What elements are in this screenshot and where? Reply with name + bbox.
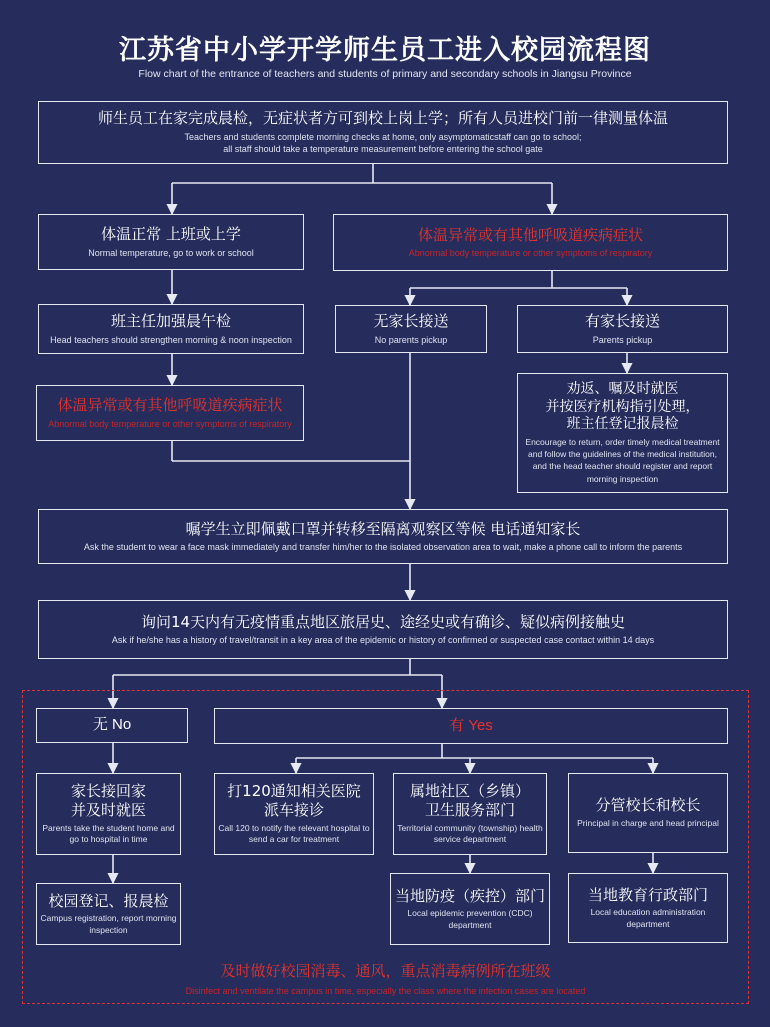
node-abnormal-1: [333, 214, 728, 271]
page-title: 江苏省中小学开学师生员工进入校园流程图: [119, 35, 651, 66]
node-normal: [38, 214, 304, 270]
node-ask-en: Ask if he/she has a history of travel/transit in a key area of the epidemic or history of confirmed or suspected case contact within 14 days: [111, 635, 655, 646]
node-head-teacher: [38, 304, 304, 354]
node-yes: [214, 708, 728, 744]
node-community-zh-1: 属地社区（乡镇）: [409, 782, 530, 801]
node-mask-en: Ask the student to wear a face mask immediately and transfer him/her to the isolated observation area to wait, make a phone call to inform the parents: [83, 542, 683, 553]
node-call120-zh-1: 打120通知相关医院: [227, 782, 361, 801]
node-no-label: 无 No: [92, 716, 132, 734]
node-principal-zh: 分管校长和校长: [595, 796, 701, 815]
node-mask-zh: 嘱学生立即佩戴口罩并转移至隔离观察区等候 电话通知家长: [185, 519, 581, 538]
node-head-teacher-en: Head teachers should strengthen morning & noon inspection: [50, 334, 292, 345]
node-encourage: [517, 373, 728, 493]
node-cdc: [390, 873, 550, 945]
node-yes-label: 有 Yes: [449, 716, 493, 734]
node-community-zh-2: 卫生服务部门: [424, 801, 515, 820]
node-home: [36, 773, 181, 855]
node-start: [38, 101, 728, 164]
node-home-en: Parents take the student home and go to hospital in time: [42, 822, 175, 845]
footer-en: Disinfect and ventilate the campus in time, especially the class where the infection cases are located: [185, 985, 586, 996]
node-encourage-zh-1: 劝返、嘱及时就医: [566, 381, 679, 398]
node-start-zh: 师生员工在家完成晨检，无症状者方可到校上岗上学；所有人员进校门前一律测量体温: [97, 109, 668, 128]
node-community: [393, 773, 547, 855]
node-abnormal-2: [36, 385, 304, 441]
node-encourage-zh-3: 班主任登记报晨检: [566, 416, 679, 433]
node-principal-en: Principal in charge and head principal: [577, 818, 719, 829]
node-head-teacher-zh: 班主任加强晨午检: [110, 312, 231, 331]
node-no: [36, 708, 188, 743]
node-normal-zh: 体温正常 上班或上学: [101, 225, 241, 244]
node-home-zh-2: 并及时就医: [70, 801, 146, 820]
node-edu-en: Local education administration department: [590, 907, 706, 929]
node-encourage-zh-2: 并按医疗机构指引处理，: [545, 398, 700, 415]
node-campus-reg: [36, 883, 181, 945]
footer-note: [22, 962, 749, 997]
node-no-parents: [335, 305, 487, 353]
node-principal: [568, 773, 728, 853]
node-home-zh-1: 家长接回家: [70, 782, 146, 801]
node-parents-zh: 有家长接送: [584, 312, 660, 331]
node-mask: [38, 509, 728, 564]
node-parents: [517, 305, 728, 353]
node-ask: [38, 600, 728, 659]
node-community-en: Territorial community (township) health service department: [397, 822, 543, 845]
node-abnormal-2-en: Abnormal body temperature or other symptoms of respiratory: [48, 418, 292, 429]
node-encourage-en: Encourage to return, order timely medical treatment and follow the guidelines of the medical institution, and the head teacher should register and report morning inspection: [525, 436, 720, 484]
node-no-parents-zh: 无家长接送: [373, 312, 449, 331]
node-edu: [568, 873, 728, 943]
node-normal-en: Normal temperature, go to work or school: [88, 247, 254, 258]
node-no-parents-en: No parents pickup: [374, 334, 448, 345]
node-call120-en: Call 120 to notify the relevant hospital to send a car for treatment: [218, 822, 370, 845]
node-edu-zh: 当地教育行政部门: [587, 885, 708, 904]
node-campus-reg-en: Campus registration, report morning inspection: [40, 913, 177, 935]
node-call120: [214, 773, 374, 855]
node-abnormal-2-zh: 体温异常或有其他呼吸道疾病症状: [57, 396, 283, 415]
node-ask-zh: 询问14天内有无疫情重点地区旅居史、途经史或有确诊、疑似病例接触史: [140, 612, 626, 631]
node-abnormal-1-zh: 体温异常或有其他呼吸道疾病症状: [417, 225, 643, 244]
node-cdc-en: Local epidemic prevention (CDC) department: [407, 908, 533, 930]
node-start-en-2: all staff should take a temperature measurement before entering the school gate: [223, 144, 543, 155]
node-start-en-1: Teachers and students complete morning checks at home, only asymptomaticstaff can go to school;: [184, 132, 582, 143]
node-abnormal-1-en: Abnormal body temperature or other symptoms of respiratory: [408, 248, 653, 259]
footer-zh: 及时做好校园消毒、通风，重点消毒病例所在班级: [220, 962, 551, 980]
node-campus-reg-zh: 校园登记、报晨检: [48, 891, 169, 910]
page-subtitle: Flow chart of the entrance of teachers and students of primary and secondary schools in Jiangsu Province: [138, 68, 632, 80]
node-call120-zh-2: 派车接诊: [263, 801, 324, 820]
node-cdc-zh: 当地防疫（疾控）部门: [394, 886, 545, 905]
node-parents-en: Parents pickup: [592, 334, 653, 345]
